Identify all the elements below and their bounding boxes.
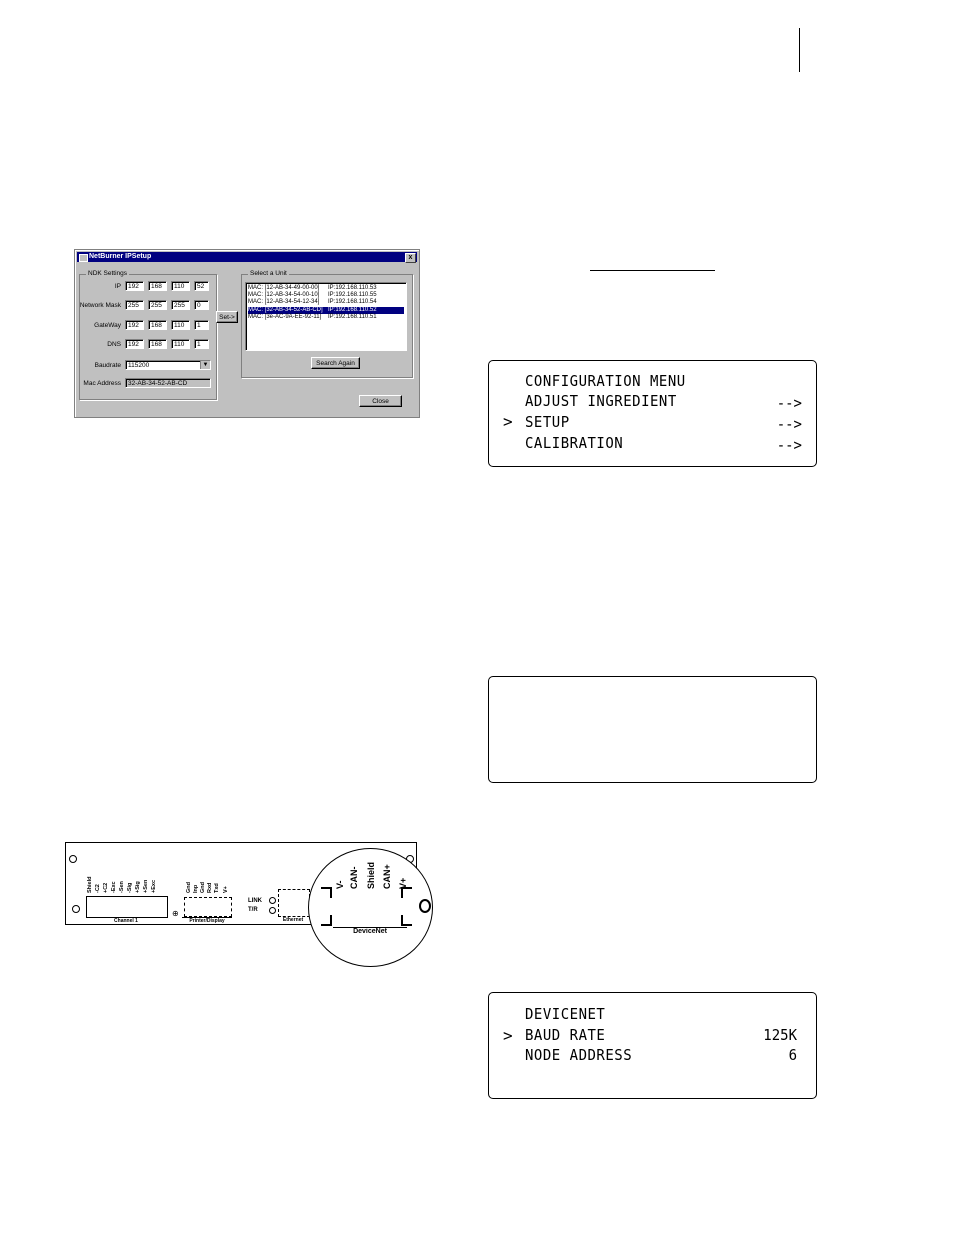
channel-pin: -Exc	[111, 881, 117, 893]
gateway-octet-2[interactable]: 168	[148, 320, 167, 330]
ethernet-label: Ethernet	[282, 917, 304, 923]
select-unit-label: Select a Unit	[250, 270, 287, 277]
lcd-node-address-value: 6	[788, 1047, 797, 1065]
unit-row-2[interactable]	[248, 292, 404, 299]
unit-mac: MAC: [12-AB-34-54-12-34]	[248, 299, 320, 306]
mounting-hole	[72, 905, 80, 913]
ip-octet-4[interactable]: 52	[194, 281, 209, 291]
dns-label: DNS	[107, 341, 121, 348]
dns-octet-4[interactable]: 1	[194, 339, 209, 349]
netmask-octet-1[interactable]: 255	[125, 300, 144, 310]
ndk-settings-label: NDK Settings	[88, 270, 128, 277]
baudrate-select[interactable]	[125, 360, 211, 370]
gateway-label: GateWay	[94, 322, 121, 329]
dns-octet-2[interactable]: 168	[148, 339, 167, 349]
devicenet-pin-v-plus: V+	[398, 877, 408, 889]
close-icon[interactable]: x	[405, 253, 416, 263]
unit-row-4-selected[interactable]	[248, 307, 404, 314]
lcd-arrow: -->	[776, 437, 802, 455]
unit-listbox[interactable]	[245, 282, 407, 351]
ip-octet-3[interactable]: 110	[171, 281, 190, 291]
chevron-down-icon[interactable]: ▼	[200, 361, 210, 369]
unit-ip: IP:192.168.110.51	[328, 313, 377, 320]
dialog-title: NetBurner IPSetup	[89, 253, 152, 260]
channel-pin: +C2	[103, 882, 109, 893]
netmask-label: Network Mask	[79, 302, 121, 309]
printer-display-label: Printer/Display	[182, 917, 232, 924]
lcd-menu-item-calibration: CALIBRATION	[525, 435, 624, 453]
unit-ip: IP:192.168.110.54	[328, 299, 377, 306]
ground-symbol-icon: ⊕	[172, 909, 179, 918]
lcd-configuration-menu	[488, 360, 817, 467]
channel-pin: -Sen	[119, 881, 125, 893]
lcd-blank-display	[488, 676, 817, 783]
channel-pin: -C2	[95, 884, 101, 893]
connector-corner	[401, 887, 412, 898]
devicenet-label: DeviceNet	[333, 927, 407, 935]
ip-octet-2[interactable]: 168	[148, 281, 167, 291]
lcd-title: DEVICENET	[525, 1006, 606, 1024]
unit-ip: IP:192.168.110.53	[328, 285, 377, 291]
lcd-menu-item-setup: SETUP	[525, 414, 570, 432]
connector-corner	[401, 915, 412, 926]
dialog-titlebar[interactable]	[77, 252, 417, 262]
dns-octet-1[interactable]: 192	[125, 339, 144, 349]
channel-pin: +Exc	[151, 880, 157, 893]
connector-corner	[321, 887, 332, 898]
lcd-item-node-address: NODE ADDRESS	[525, 1047, 633, 1065]
dns-octet-3[interactable]: 110	[171, 339, 190, 349]
lcd-menu-item-adjust-ingredient: ADJUST INGREDIENT	[525, 393, 677, 411]
link-led-label: LINK	[248, 898, 262, 904]
channel-pin: +Sig	[135, 881, 141, 893]
lcd-cursor: >	[503, 1026, 513, 1045]
lcd-baud-rate-value: 125K	[763, 1027, 797, 1045]
unit-mac: MAC: [12-AB-34-54-00-10]	[248, 292, 320, 299]
printer-pin: Gnd	[186, 882, 192, 893]
printer-pin: Gnd	[200, 882, 206, 893]
netmask-octet-3[interactable]: 255	[171, 300, 190, 310]
baudrate-label: Baudrate	[94, 362, 121, 369]
channel-1-label: Channel 1	[86, 917, 166, 924]
connector-corner	[321, 915, 332, 926]
netmask-octet-2[interactable]: 255	[148, 300, 167, 310]
lcd-item-baud-rate: BAUD RATE	[525, 1027, 606, 1045]
devicenet-pin-v-minus: V-	[335, 880, 345, 889]
mac-address-field: 32-AB-34-52-AB-CD	[125, 378, 211, 388]
devicenet-magnifier	[308, 848, 433, 967]
tr-led-label: T/R	[248, 907, 258, 913]
search-again-button[interactable]: Search Again	[311, 357, 360, 369]
unit-ip: IP:192.168.110.52	[328, 306, 377, 313]
channel-pin: +Sen	[143, 879, 149, 893]
devicenet-pin-can-minus: CAN-	[349, 866, 359, 889]
unit-ip: IP:192.168.110.55	[328, 292, 377, 299]
unit-row-1[interactable]	[248, 285, 404, 292]
unit-mac: MAC: [12-AB-34-49-00-00]	[248, 285, 320, 291]
mac-label: Mac Address	[83, 380, 121, 387]
mounting-hole	[69, 855, 77, 863]
lcd-title: CONFIGURATION MENU	[525, 373, 686, 391]
set-button[interactable]: Set->	[216, 311, 238, 323]
unit-mac: MAC: [32-AB-34-52-AB-CD]	[248, 306, 323, 313]
channel-pin: -Sig	[127, 882, 133, 893]
devicenet-pin-can-plus: CAN+	[382, 864, 392, 889]
ip-octet-1[interactable]: 192	[125, 281, 144, 291]
ethernet-port	[278, 889, 310, 917]
printer-pin: Rxd	[207, 882, 213, 893]
unit-row-3[interactable]	[248, 299, 404, 306]
printer-display-connector	[184, 897, 232, 917]
printer-pin: Inp	[193, 884, 199, 893]
netmask-octet-4[interactable]: 0	[194, 300, 209, 310]
lcd-arrow: -->	[776, 395, 802, 413]
close-button[interactable]: Close	[359, 395, 402, 407]
printer-pin: V+	[223, 886, 229, 893]
app-icon	[79, 254, 88, 262]
devicenet-mount-icon	[419, 899, 431, 913]
tr-led-icon	[269, 907, 276, 914]
gateway-octet-4[interactable]: 1	[194, 320, 209, 330]
printer-pin: Txd	[214, 883, 220, 893]
page-rule	[799, 28, 800, 72]
unit-row-5[interactable]	[248, 314, 404, 321]
devicenet-pin-shield: Shield	[366, 861, 376, 889]
lcd-devicenet-menu	[488, 992, 817, 1099]
unit-mac: MAC: [3e-AC-9A-EE-92-11]	[248, 313, 322, 320]
heading-underline	[590, 270, 715, 271]
link-led-icon	[269, 897, 276, 904]
channel-pin: Shield	[87, 876, 93, 893]
ip-label: IP	[114, 283, 121, 290]
baudrate-value: 115200	[128, 362, 150, 369]
ipsetup-dialog	[74, 249, 420, 418]
channel-1-connector	[86, 896, 168, 918]
gateway-octet-1[interactable]: 192	[125, 320, 144, 330]
gateway-octet-3[interactable]: 110	[171, 320, 190, 330]
lcd-arrow: -->	[776, 416, 802, 434]
lcd-cursor: >	[503, 412, 513, 431]
